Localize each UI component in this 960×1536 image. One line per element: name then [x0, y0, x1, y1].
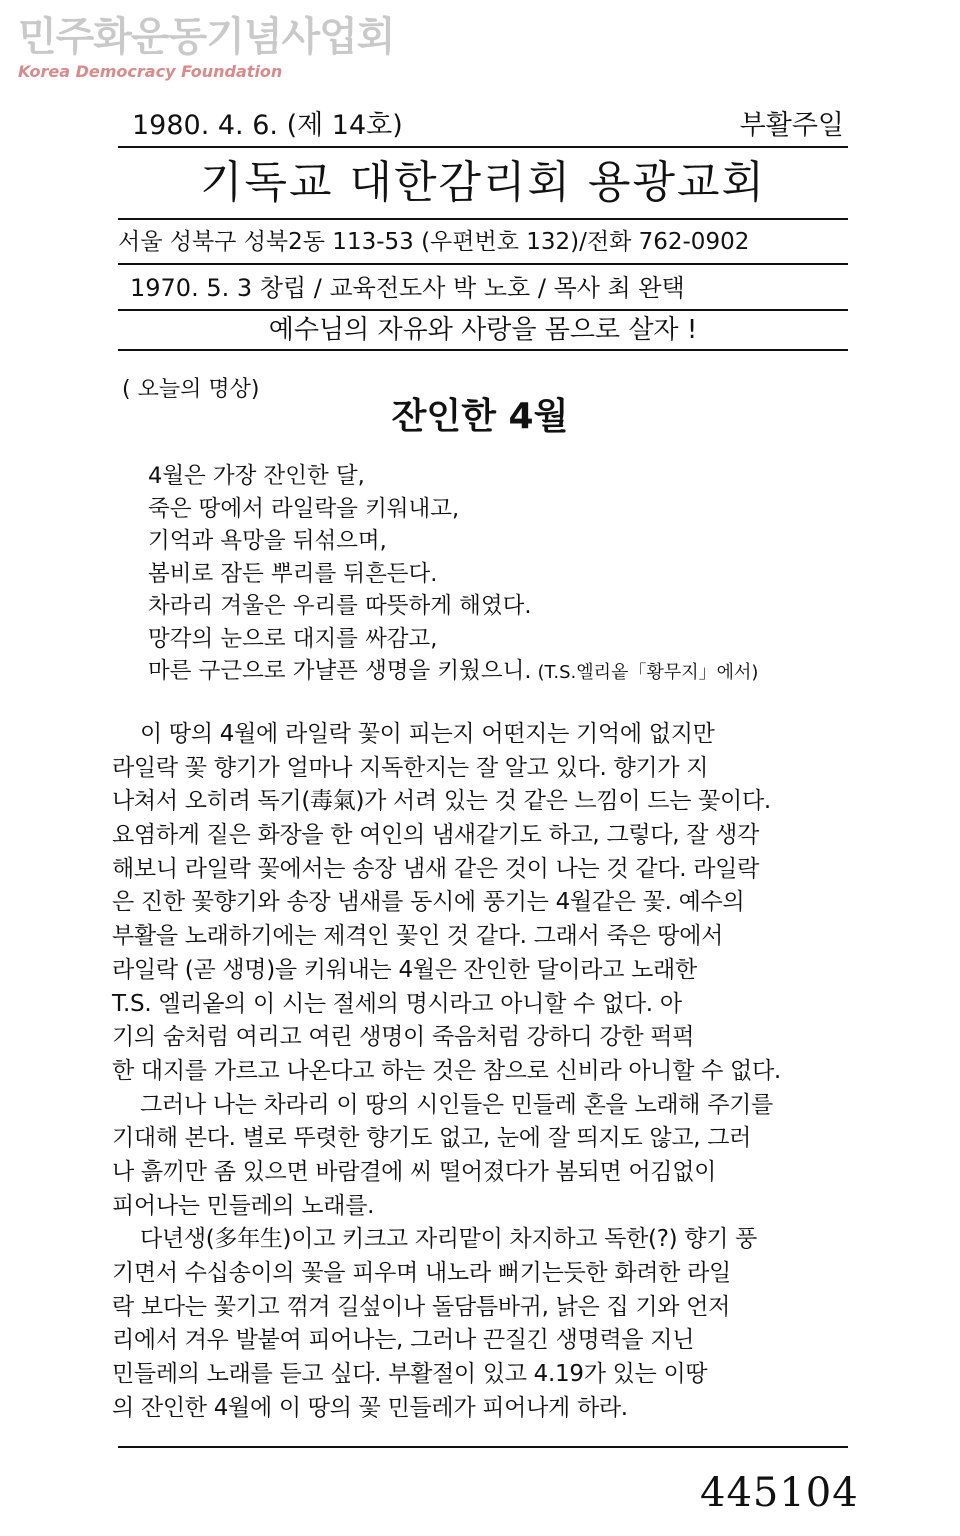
essay-line: 민들레의 노래를 듣고 싶다. 부활절이 있고 4.19가 있는 이땅 — [112, 1361, 708, 1388]
essay-line: 리에서 겨우 발붙여 피어나는, 그러나 끈질긴 생명력을 지닌 — [112, 1327, 695, 1354]
essay-line: 피어나는 민들레의 노래를. — [112, 1192, 375, 1219]
essay-line: 그러나 나는 차라리 이 땅의 시인들은 민들레 혼을 노래해 주기를 — [140, 1091, 773, 1118]
founding-info: 1970. 5. 3 창립 / 교육전도사 박 노호 / 목사 최 완택 — [130, 274, 685, 302]
poem-line: 죽은 땅에서 라일락을 키워내고, — [148, 495, 460, 522]
date-line — [118, 100, 848, 144]
essay-line: 기면서 수십송이의 꽃을 피우며 내노라 뻐기는듯한 화려한 라일 — [112, 1260, 731, 1286]
church-name: 기독교 대한감리회 용광교회 — [199, 157, 767, 208]
divider — [118, 349, 848, 351]
essay-line: 요염하게 짙은 화장을 한 여인의 냄새같기도 하고, 그렇다, 잘 생각 — [112, 822, 759, 849]
essay-line: 다년생(多年生)이고 키크고 자리맡이 차지하고 독한(?) 향기 풍 — [140, 1226, 758, 1253]
poem-line: 기억과 욕망을 뒤섞으며, — [148, 528, 387, 554]
essay-line: 라일락 (곧 생명)을 키워내는 4월은 잔인한 달이라고 노래한 — [112, 956, 697, 983]
church-motto: 예수님의 자유와 사랑을 몸으로 살자 ! — [268, 315, 698, 345]
poem-line-text: 마른 구근으로 가냘픈 생명을 키웠으니. — [148, 658, 532, 684]
church-address: 서울 성북구 성북2동 113-53 (우편번호 132)/전화 762-0902 — [118, 229, 750, 255]
section-label: ( 오늘의 명상) — [122, 377, 260, 402]
divider — [118, 1446, 848, 1448]
issue-date: 1980. 4. 6. (제 14호) — [132, 109, 403, 141]
essay-line: 나쳐서 오히려 독기(毒氣)가 서려 있는 것 같은 느낌이 드는 꽃이다. — [112, 788, 771, 815]
essay-line: 의 잔인한 4월에 이 땅의 꽃 민들레가 피어나게 하라. — [112, 1394, 628, 1421]
essay-line: 기대해 본다. 별로 뚜렷한 향기도 없고, 눈에 잘 띄지도 않고, 그러 — [112, 1125, 752, 1152]
essay-line: 해보니 라일락 꽃에서는 송장 냄새 같은 것이 나는 것 같다. 라일락 — [112, 855, 759, 882]
poem-source: (T.S.엘리옽「황무지」에서) — [537, 662, 759, 683]
essay-line: T.S. 엘리옽의 이 시는 절세의 명시라고 아니할 수 없다. 아 — [112, 990, 682, 1017]
divider — [118, 263, 848, 265]
watermark-english: Korea Democracy Foundation — [18, 62, 283, 81]
poem-line: 차라리 겨울은 우리를 따뜻하게 해였다. — [148, 593, 532, 619]
watermark-korean: 민주화운동기념사업회 — [18, 14, 395, 60]
essay-line: 은 진한 꽃향기와 송장 냄새를 동시에 풍기는 4월같은 꽃. 예수의 — [112, 889, 745, 916]
poem — [148, 460, 868, 688]
essay-line: 한 대지를 가르고 나온다고 하는 것은 참으로 신비라 아니할 수 없다. — [112, 1057, 781, 1084]
divider — [118, 218, 848, 220]
meditation-title: 잔인한 4월 — [391, 396, 569, 437]
archive-number: 445104 — [700, 1470, 859, 1516]
essay-line: 락 보다는 꽃기고 꺾겨 길섶이나 돌담틈바귀, 낡은 집 기와 언저 — [112, 1293, 731, 1320]
essay-line: 라일락 꽃 향기가 얼마나 지독한지는 잘 알고 있다. 향기가 지 — [112, 754, 709, 781]
poem-line: 봄비로 잠든 뿌리를 뒤흔든다. — [148, 560, 438, 587]
poem-line — [148, 655, 868, 688]
essay-line: 이 땅의 4월에 라일락 꽃이 피는지 어떤지는 기억에 없지만 — [140, 721, 715, 747]
watermark — [18, 14, 394, 82]
essay-line: 부활을 노래하기에는 제격인 꽃인 것 같다. 그래서 죽은 땅에서 — [112, 923, 724, 950]
essay — [112, 718, 852, 1425]
occasion: 부활주일 — [739, 109, 844, 141]
poem-line: 망각의 눈으로 대지를 싸감고, — [148, 625, 438, 652]
poem-line: 4월은 가장 잔인한 달, — [148, 463, 365, 489]
divider — [118, 146, 848, 148]
essay-line: 기의 숨처럼 여리고 여린 생명이 죽음처럼 강하디 강한 퍽퍽 — [112, 1024, 695, 1051]
essay-line: 나 흙끼만 좀 있으면 바람결에 씨 떨어졌다가 봄되면 어김없이 — [112, 1158, 717, 1185]
